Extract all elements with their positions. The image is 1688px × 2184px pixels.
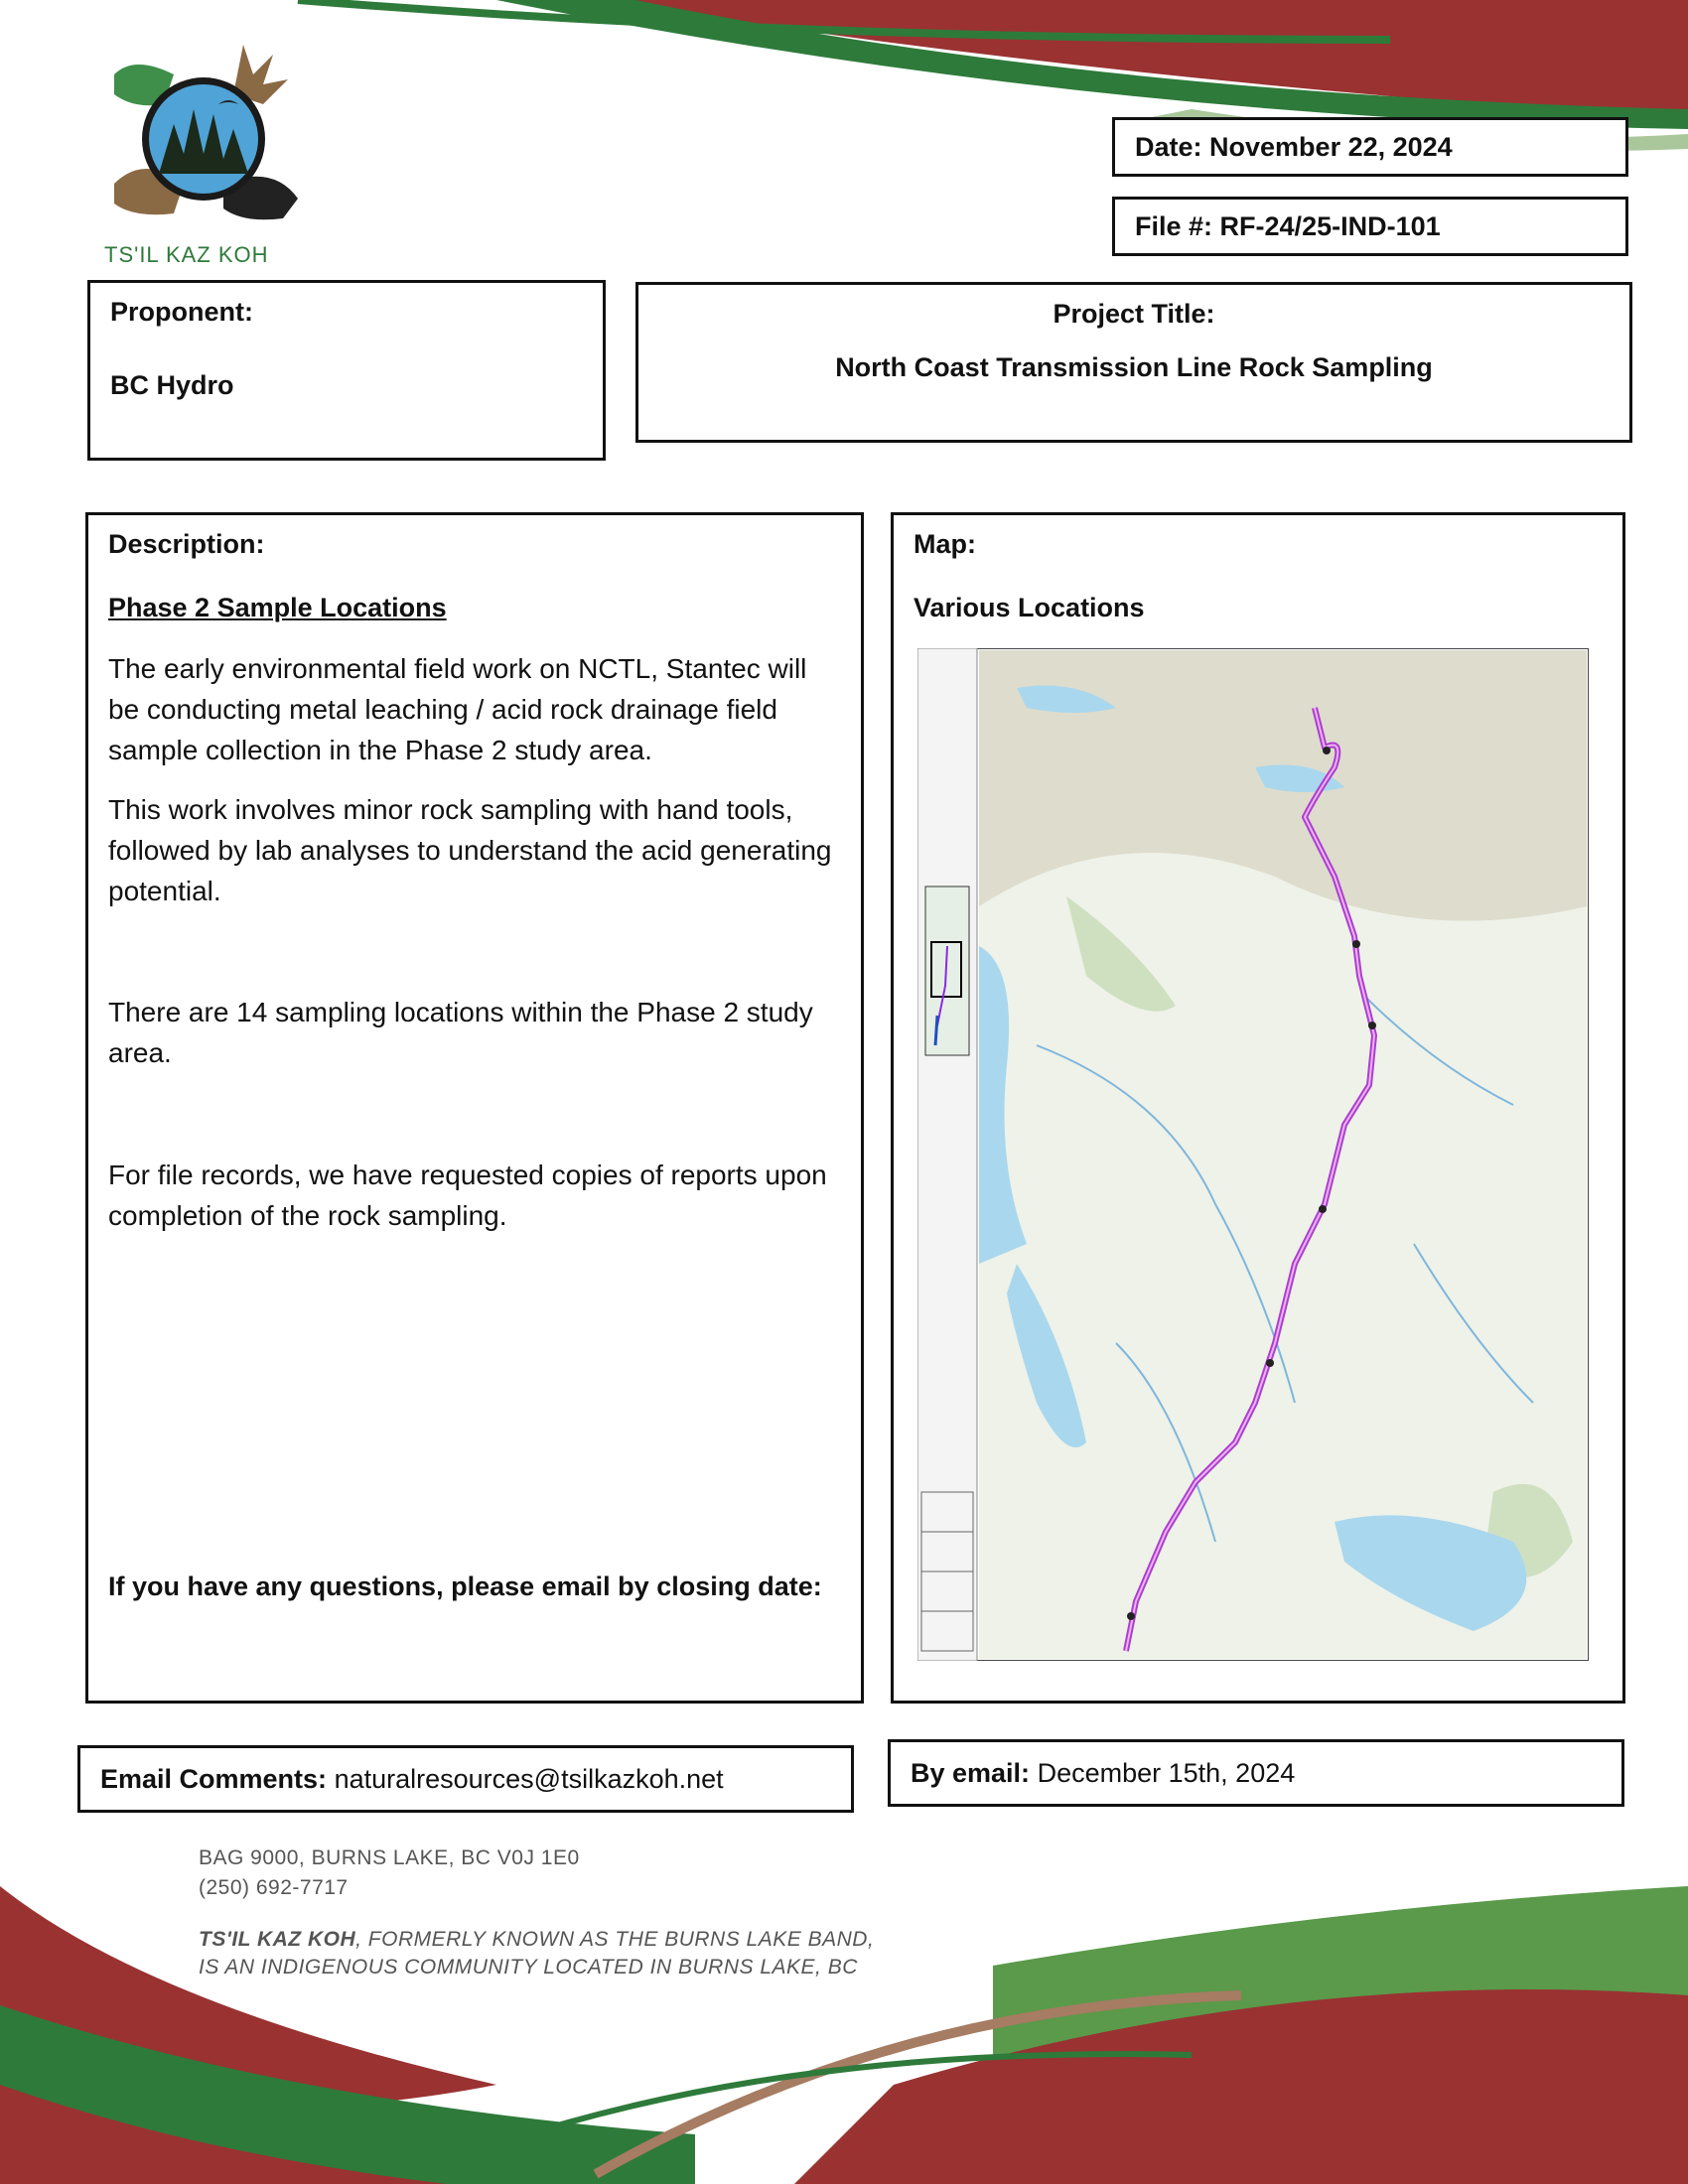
footer-tagline-rest: , FORMERLY KNOWN AS THE BURNS LAKE BAND, xyxy=(355,1928,875,1951)
date-label: Date: xyxy=(1135,132,1202,162)
logo-emblem-icon xyxy=(104,35,303,233)
file-value: RF-24/25-IND-101 xyxy=(1219,211,1441,241)
email-address-link[interactable]: naturalresources@tsilkazkoh.net xyxy=(334,1764,724,1794)
route-map-image xyxy=(917,648,1589,1661)
footer-tagline-line2: IS AN INDIGENOUS COMMUNITY LOCATED IN BURNS LAKE, BC xyxy=(199,1956,858,1979)
description-paragraph-2: This work involves minor rock sampling with hand tools, followed by lab analyses to understand the acid generating potential. xyxy=(108,794,832,906)
file-label: File #: xyxy=(1135,211,1213,241)
description-box xyxy=(85,512,864,1704)
closing-date-value: December 15th, 2024 xyxy=(1037,1758,1296,1788)
date-box xyxy=(1112,117,1628,177)
date-value: November 22, 2024 xyxy=(1209,132,1453,162)
description-label: Description: xyxy=(108,529,265,559)
description-paragraph-4: For file records, we have requested copies of reports upon completion of the rock sampling. xyxy=(108,1160,827,1231)
footer-address: BAG 9000, BURNS LAKE, BC V0J 1E0 xyxy=(199,1846,580,1869)
map-label: Map: xyxy=(914,529,976,559)
footer-swoosh-decoration xyxy=(0,1886,1688,2184)
description-heading: Phase 2 Sample Locations xyxy=(108,593,447,622)
closing-label: By email: xyxy=(911,1758,1031,1788)
email-label: Email Comments: xyxy=(100,1764,328,1794)
email-comments-box xyxy=(77,1745,854,1813)
project-title-label: Project Title: xyxy=(1053,299,1215,329)
organization-name: TS'IL KAZ KOH xyxy=(104,242,269,267)
questions-prompt: If you have any questions, please email by closing date: xyxy=(108,1571,822,1601)
proponent-box xyxy=(87,280,606,461)
map-subtitle: Various Locations xyxy=(914,593,1145,622)
proponent-label: Proponent: xyxy=(110,297,253,327)
description-paragraph-1: The early environmental field work on NCTL, Stantec will be conducting metal leaching / acid rock drainage field sample collection in the Phase 2 study area. xyxy=(108,653,807,765)
file-number-box xyxy=(1112,197,1628,256)
closing-date-box xyxy=(888,1739,1624,1807)
footer-phone: (250) 692-7717 xyxy=(199,1876,349,1899)
map-box xyxy=(891,512,1625,1704)
organization-logo xyxy=(104,35,303,273)
description-paragraph-3: There are 14 sampling locations within the Phase 2 study area. xyxy=(108,997,813,1068)
proponent-value: BC Hydro xyxy=(110,370,234,400)
project-title-value: North Coast Transmission Line Rock Sampling xyxy=(835,352,1433,382)
footer-tagline-org: TS'IL KAZ KOH xyxy=(199,1928,356,1951)
project-title-box xyxy=(635,282,1632,443)
